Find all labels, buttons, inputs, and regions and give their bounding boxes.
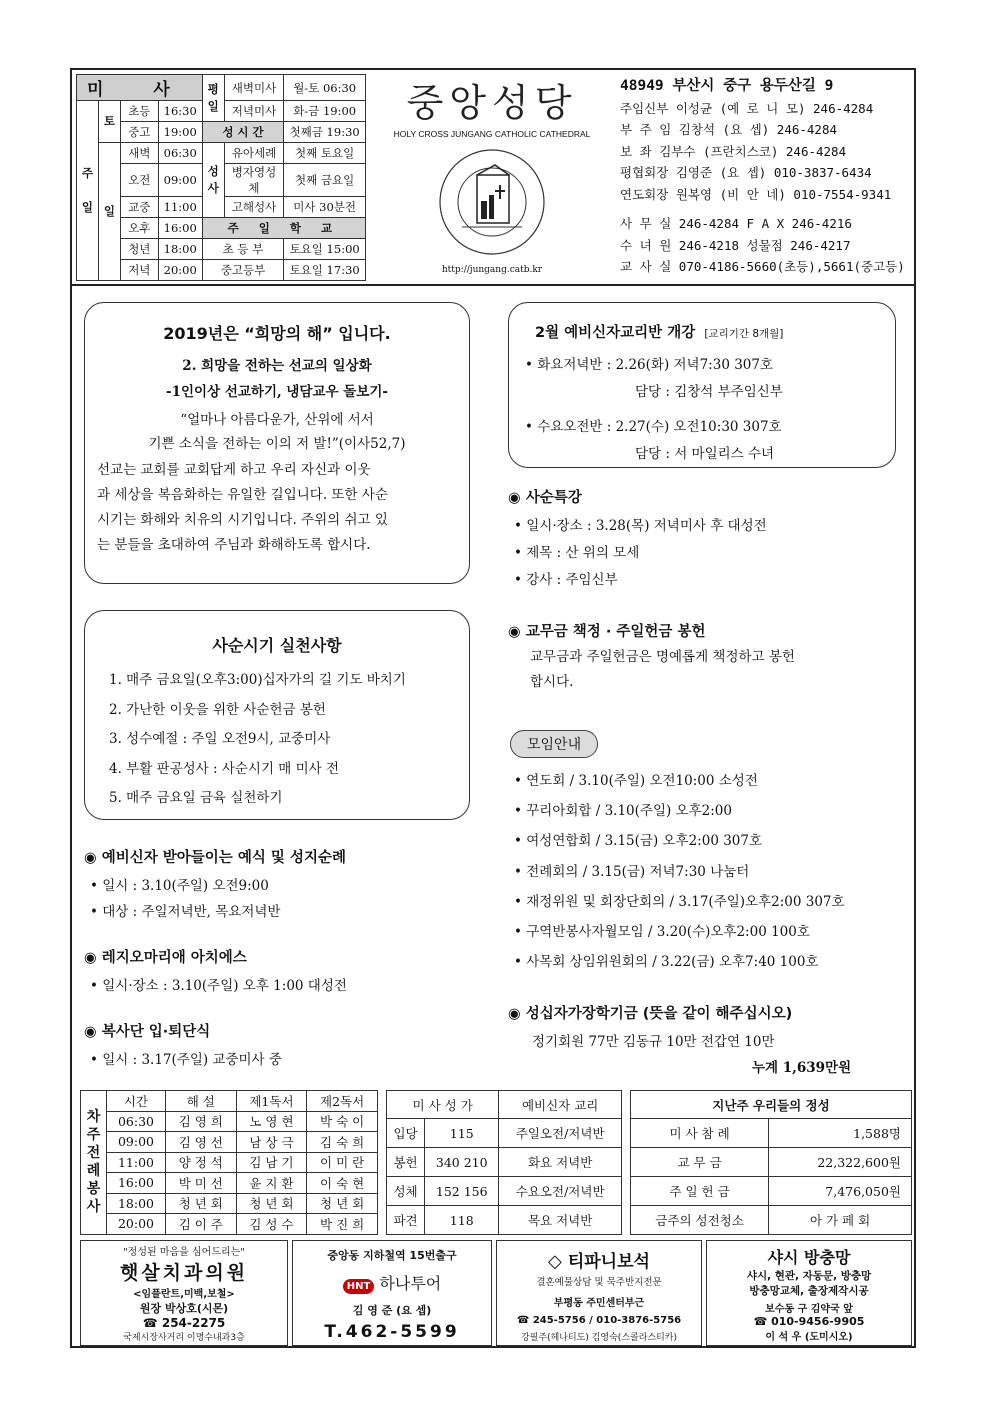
ad-name: 햇살치과의원 xyxy=(119,1262,249,1284)
service-cell: 김 영 희 xyxy=(165,1111,236,1132)
attendance-header: 미 사 성 가 xyxy=(387,1091,499,1119)
ad-name: 샤시 방충망 xyxy=(767,1248,851,1267)
staff-line: 보 좌 김부수 (프란치스코) 246-4284 xyxy=(620,143,847,159)
parish-website: http://jungang.catb.kr xyxy=(441,265,543,275)
parish-logo-area xyxy=(372,70,612,280)
school-name: 중고등부 xyxy=(202,260,284,281)
hope-body-line: 시기는 화해와 치유의 시기입니다. 주위의 쉬고 있 xyxy=(97,512,388,528)
choir-catechism-table xyxy=(386,1090,622,1235)
catechism-class-lines xyxy=(509,342,895,468)
lent-practice-item: 4. 부활 판공성사 : 사순시기 매 미사 전 xyxy=(109,760,340,777)
attendance-cell: 118 xyxy=(425,1206,499,1235)
sat-mass-name: 초등 xyxy=(120,101,158,122)
catechumen-item: • 일시 : 3.10(주일) 오전9:00 xyxy=(90,878,269,894)
sun-mass-time: 11:00 xyxy=(158,197,202,218)
offering-title: 지난주 우리들의 정성 xyxy=(631,1091,912,1119)
service-header: 제1독서 xyxy=(236,1091,307,1112)
sun-mass-time: 06:30 xyxy=(158,143,202,164)
attendance-cell: 주일오전/저녁반 xyxy=(499,1119,622,1148)
sacrament-time: 첫째 토요일 xyxy=(284,143,366,164)
service-cell: 김 이 주 xyxy=(165,1214,236,1235)
catechism-class-note: [교리기간 8개월] xyxy=(704,328,784,340)
dues-line: 합시다. xyxy=(530,674,574,690)
lent-lecture-item: • 일시·장소 : 3.28(목) 저녁미사 후 대성전 xyxy=(514,518,767,534)
ad-window xyxy=(706,1240,912,1346)
service-header: 해 설 xyxy=(165,1091,236,1112)
office-line: 교 사 실 070-4186-5660(초등),5661(중고등) xyxy=(620,259,905,274)
mass-title: 미 사 xyxy=(77,75,203,101)
ad-dental xyxy=(80,1240,288,1346)
offering-cell: 7,476,050원 xyxy=(769,1177,912,1206)
service-cell: 김 숙 희 xyxy=(307,1132,378,1153)
service-header: 시간 xyxy=(107,1091,166,1112)
offering-cell: 교 무 금 xyxy=(631,1148,769,1177)
weekday-label: 평일 xyxy=(202,75,224,122)
ad-phone: T.462-5599 xyxy=(324,1322,460,1342)
attendance-cell: 152 156 xyxy=(425,1177,499,1206)
sat-mass-time: 16:30 xyxy=(158,101,202,122)
offering-cell: 22,322,600원 xyxy=(769,1148,912,1177)
sun-mass-name: 저녁 xyxy=(120,260,158,281)
catechism-class-title: 2월 예비신자교리반 개강 xyxy=(535,325,696,341)
staff-line: 평협회장 김영준 (요 셉) 010-3837-6434 xyxy=(620,165,872,180)
ad-line: 이 석 우 (도미시오) xyxy=(765,1332,853,1343)
attendance-cell: 입당 xyxy=(387,1119,425,1148)
hope-subtitle: 2. 희망을 전하는 선교의 일상화 xyxy=(182,358,372,374)
sun-mass-time: 09:00 xyxy=(158,164,202,197)
service-cell: 이 미 란 xyxy=(307,1152,378,1173)
attendance-cell: 봉헌 xyxy=(387,1148,425,1177)
service-cell: 이 숙 현 xyxy=(307,1173,378,1194)
service-cell: 양 정 석 xyxy=(165,1152,236,1173)
altar-servers-item: • 일시 : 3.17(주일) 교중미사 중 xyxy=(90,1052,282,1068)
legio-item: • 일시·장소 : 3.10(주일) 오후 1:00 대성전 xyxy=(90,978,347,994)
holy-hour-time: 첫째금 19:30 xyxy=(284,122,366,143)
ad-travel-brand xyxy=(293,1271,491,1294)
offering-cell: 아 가 페 회 xyxy=(769,1206,912,1235)
ad-name: 하나투어 xyxy=(379,1274,442,1293)
catechumen-title: ◉ 예비신자 받아들이는 예식 및 성지순례 xyxy=(84,850,347,866)
service-cell: 청 년 회 xyxy=(307,1193,378,1214)
ad-line: 김 영 준 (요 셉) xyxy=(352,1304,432,1317)
sun-mass-time: 20:00 xyxy=(158,260,202,281)
sacrament-name: 병자영성체 xyxy=(224,164,284,197)
meeting-item: • 사목회 상임위원회의 / 3.22(금) 오후7:40 100호 xyxy=(514,954,819,971)
header-divider xyxy=(72,284,914,286)
service-cell: 청 년 회 xyxy=(165,1193,236,1214)
holy-hour-label: 성 시 간 xyxy=(202,122,284,143)
ad-travel xyxy=(292,1240,492,1346)
ad-line: <임플란트,미백,보철> xyxy=(133,1289,235,1300)
office-line: 사 무 실 246-4284 F A X 246-4216 xyxy=(620,216,852,231)
service-cell: 김 영 선 xyxy=(165,1132,236,1153)
catechism-class-box xyxy=(508,302,896,468)
ad-phone: ☎ 245-5756 / 010-3876-5756 xyxy=(516,1315,682,1326)
service-cell: 09:00 xyxy=(107,1132,166,1153)
meetings-title: 모임안내 xyxy=(510,730,598,758)
lent-lecture-title: ◉ 사순특강 xyxy=(508,490,582,506)
service-cell: 20:00 xyxy=(107,1214,166,1235)
lent-practice-item: 1. 매주 금요일(오후3:00)십자가의 길 기도 바치기 xyxy=(109,672,406,688)
hope-subtitle: -1인이상 선교하기, 냉담교우 돌보기- xyxy=(166,384,388,400)
class-line: 담당 : 서 마일리스 수녀 xyxy=(635,446,775,462)
school-time: 토요일 17:30 xyxy=(284,260,366,281)
offering-cell: 금주의 성전청소 xyxy=(631,1206,769,1235)
weekday-mass-time: 월-토 06:30 xyxy=(284,75,366,101)
service-cell: 남 상 극 xyxy=(236,1132,307,1153)
service-cell: 박 진 희 xyxy=(307,1214,378,1235)
service-cell: 노 영 현 xyxy=(236,1111,307,1132)
parish-english-name: HOLY CROSS JUNGANG CATHOLIC CATHEDRAL xyxy=(393,129,591,139)
weekday-mass-name: 저녁미사 xyxy=(224,101,284,122)
sun-mass-name: 교중 xyxy=(120,197,158,218)
lent-practice-item: 5. 매주 금요일 금육 실천하기 xyxy=(109,790,283,806)
hope-body-line: 과 세상을 복음화하는 유일한 길입니다. 또한 사순 xyxy=(97,487,388,503)
sun-mass-name: 새벽 xyxy=(120,143,158,164)
sun-mass-name: 청년 xyxy=(120,239,158,260)
class-line: • 화요저녁반 : 2.26(화) 저녁7:30 307호 xyxy=(525,357,774,373)
staff-line: 부 주 임 김창석 (요 셉) 246-4284 xyxy=(620,122,838,137)
sunday-school-label: 주 일 학 교 xyxy=(202,218,365,239)
meeting-item: • 재정위원 및 회장단회의 / 3.17(주일)오후2:00 307호 xyxy=(514,893,845,910)
lent-practice-title: 사순시기 실천사항 xyxy=(212,636,342,655)
diamond-icon: ◇ xyxy=(548,1251,562,1272)
mass-grid xyxy=(76,74,366,281)
ad-phone: ☎ 254-2275 xyxy=(142,1316,226,1330)
weekday-mass-name: 새벽미사 xyxy=(224,75,284,101)
ad-line: "정성된 마음을 심어드리는" xyxy=(123,1247,245,1258)
ad-line: 부평동 주민센터부근 xyxy=(553,1298,645,1309)
weekday-mass-time: 화-금 19:00 xyxy=(284,101,366,122)
sacrament-name: 고해성사 xyxy=(224,197,284,218)
offering-table xyxy=(630,1090,912,1235)
offering-cell: 주 일 헌 금 xyxy=(631,1177,769,1206)
hope-quote: 기쁜 소식을 전하는 이의 저 발!”(이사52,7) xyxy=(148,436,406,452)
sun-mass-time: 16:00 xyxy=(158,218,202,239)
parish-name: 중앙성당 xyxy=(406,81,578,125)
service-header: 제2독서 xyxy=(307,1091,378,1112)
parish-address: 48949 부산시 중구 용두산길 9 xyxy=(620,78,834,94)
service-cell: 박 숙 이 xyxy=(307,1111,378,1132)
ad-line: 중앙동 지하철역 15번출구 xyxy=(327,1249,457,1262)
ad-jewelry xyxy=(496,1240,702,1346)
ad-line: 국제시장사거리 이명수내과3층 xyxy=(123,1333,245,1343)
lent-practice-item: 3. 성수예절 : 주일 오전9시, 교중미사 xyxy=(109,731,331,747)
attendance-cell: 성체 xyxy=(387,1177,425,1206)
service-cell: 18:00 xyxy=(107,1193,166,1214)
ad-name: 티파니보석 xyxy=(567,1252,650,1272)
school-name: 초 등 부 xyxy=(202,239,284,260)
scholarship-title: ◉ 성십자가장학기금 (뜻을 같이 해주십시오) xyxy=(508,1006,793,1022)
lent-lecture-item: • 강사 : 주임신부 xyxy=(514,572,618,588)
sacrament-time: 첫째 금요일 xyxy=(284,164,366,197)
meeting-item: • 여성연합회 / 3.15(금) 오후2:00 307호 xyxy=(514,833,763,850)
sunday-outer-label: 주 일 xyxy=(77,101,99,281)
sacrament-label: 성사 xyxy=(202,143,224,218)
meetings-list xyxy=(514,766,845,977)
attendance-cell: 115 xyxy=(425,1119,499,1148)
meeting-item: • 연도회 / 3.10(주일) 오전10:00 소성전 xyxy=(514,773,758,789)
meeting-item: • 구역반봉사자월모임 / 3.20(수)오후2:00 100호 xyxy=(514,924,810,941)
ad-phone: ☎ 010-9456-9905 xyxy=(753,1315,865,1328)
staff-line: 주임신부 이성균 (예 로 니 모) 246-4284 xyxy=(620,100,874,116)
sunday-sub-label: 일 xyxy=(98,143,120,281)
service-cell: 김 남 기 xyxy=(236,1152,307,1173)
service-cell: 16:00 xyxy=(107,1173,166,1194)
catechism-class-header xyxy=(535,321,895,342)
legio-title: ◉ 레지오마리애 아치에스 xyxy=(84,950,247,966)
sat-mass-time: 19:00 xyxy=(158,122,202,143)
sat-mass-name: 중고 xyxy=(120,122,158,143)
sun-mass-name: 오전 xyxy=(120,164,158,197)
ad-line: 보수동 구 김약국 앞 xyxy=(765,1304,853,1315)
scholarship-total: 누계 1,639만원 xyxy=(752,1060,852,1076)
contact-block xyxy=(620,76,912,278)
dues-title: ◉ 교무금 책정 · 주일헌금 봉헌 xyxy=(508,624,706,640)
sacrament-time: 미사 30분전 xyxy=(284,197,366,218)
ad-line: 방충망교체, 출장제작시공 xyxy=(749,1285,869,1297)
attendance-cell: 화요 저녁반 xyxy=(499,1148,622,1177)
liturgy-service-table xyxy=(80,1090,378,1235)
offering-cell: 미 사 참 례 xyxy=(631,1119,769,1148)
attendance-header: 예비신자 교리 xyxy=(499,1091,622,1119)
hope-year-box xyxy=(84,302,470,584)
lent-practice-box xyxy=(84,610,470,820)
ad-line: 원장 박상호(시몬) xyxy=(139,1302,229,1315)
attendance-cell: 340 210 xyxy=(425,1148,499,1177)
service-cell: 06:30 xyxy=(107,1111,166,1132)
attendance-cell: 파견 xyxy=(387,1206,425,1235)
lent-practice-item: 2. 가난한 이웃을 위한 사순헌금 봉헌 xyxy=(109,701,326,718)
service-cell: 윤 지 환 xyxy=(236,1173,307,1194)
meeting-item: • 전례회의 / 3.15(금) 저녁7:30 나눔터 xyxy=(514,863,750,880)
sacrament-name: 유아세례 xyxy=(224,143,284,164)
dues-text xyxy=(530,645,795,695)
hope-body-line: 는 분들을 초대하여 주님과 화해하도록 합시다. xyxy=(97,537,371,553)
service-cell: 청 년 회 xyxy=(236,1193,307,1214)
staff-line: 연도회장 원복영 (비 안 네) 010-7554-9341 xyxy=(620,186,892,202)
ad-jewelry-brand xyxy=(497,1247,701,1272)
lent-lecture-item: • 제목 : 산 위의 모세 xyxy=(514,545,640,561)
cathedral-seal-icon xyxy=(437,147,547,257)
school-time: 토요일 15:00 xyxy=(284,239,366,260)
lent-practice-list xyxy=(85,656,469,814)
dues-line: 교무금과 주일헌금은 명예롭게 책정하고 봉헌 xyxy=(530,649,795,665)
office-line: 수 녀 원 246-4218 성물점 246-4217 xyxy=(620,237,851,253)
meeting-item: • 꾸리아회합 / 3.10(주일) 오후2:00 xyxy=(514,803,732,820)
bulletin-page xyxy=(70,68,916,1348)
ad-line: 강필주(헤나티도) 김영숙(스콜라스티카) xyxy=(520,1333,677,1343)
service-cell: 김 성 수 xyxy=(236,1214,307,1235)
class-line: 담당 : 김창석 부주임신부 xyxy=(635,384,783,400)
attendance-cell: 목요 저녁반 xyxy=(499,1206,622,1235)
ad-travel-logo-icon: HNT xyxy=(343,1279,375,1294)
ad-line: 결혼예물상담 및 묵주반지전문 xyxy=(536,1277,662,1288)
service-cell: 박 미 선 xyxy=(165,1173,236,1194)
catechumen-item: • 대상 : 주일저녁반, 목요저녁반 xyxy=(90,904,281,920)
ad-line: 샤시, 현관, 자동문, 방충망 xyxy=(746,1270,872,1282)
offering-cell: 1,588명 xyxy=(769,1119,912,1148)
altar-servers-title: ◉ 복사단 입·퇴단식 xyxy=(84,1024,211,1040)
scholarship-donors: 정기회원 77만 김동규 10만 전갑연 10만 xyxy=(532,1034,775,1050)
hope-body xyxy=(85,452,469,558)
liturgy-service-label-text: 차 주 전 례 봉 사 xyxy=(86,1109,101,1216)
attendance-cell: 수요오전/저녁반 xyxy=(499,1177,622,1206)
saturday-label: 토 xyxy=(98,101,120,143)
service-cell: 11:00 xyxy=(107,1152,166,1173)
sun-mass-time: 18:00 xyxy=(158,239,202,260)
sun-mass-name: 오후 xyxy=(120,218,158,239)
hope-body-line: 선교는 교회를 교회답게 하고 우리 자신과 이웃 xyxy=(97,462,371,478)
hope-quote: “얼마나 아름다운가, 산위에 서서 xyxy=(180,412,374,428)
hope-year-title: 2019년은 “희망의 해” 입니다. xyxy=(163,324,391,343)
class-line: • 수요오전반 : 2.27(수) 오전10:30 307호 xyxy=(525,419,782,435)
liturgy-service-label xyxy=(81,1091,107,1235)
